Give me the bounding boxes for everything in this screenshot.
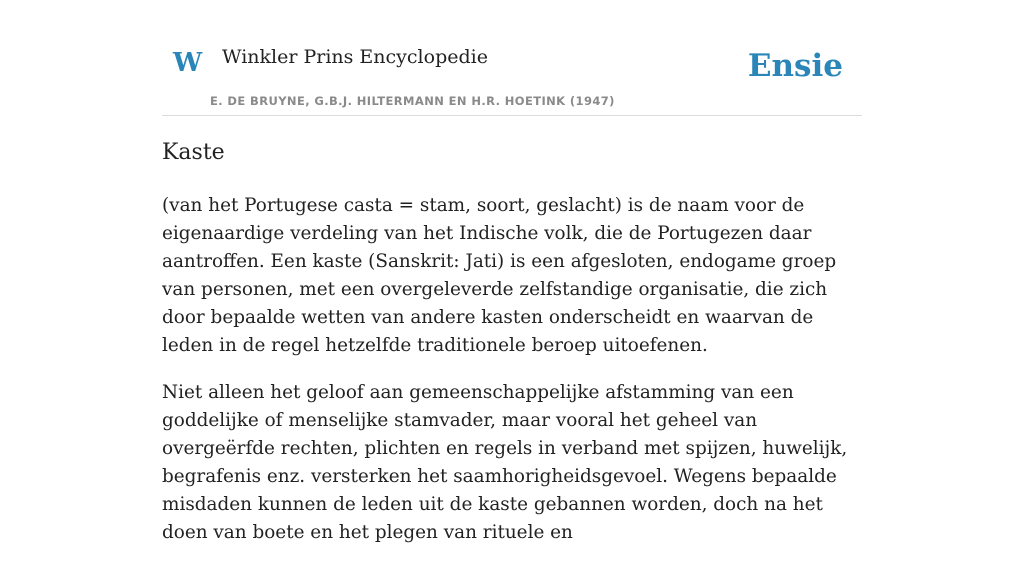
article-paragraph: Niet alleen het geloof aan gemeenschappelijke afstamming van een goddelijke of menselijke stamvader, maar vooral het geheel van overgeërfde rechten, plichten en regels in verband met spijzen, huwelijk, begrafenis enz. versterken het saamhorigheidsgevoel. Wegens bepaalde misdaden kunnen de leden uit de kaste gebannen worden, doch na het doen van boete en het plegen van rituele en (162, 382, 848, 543)
winkler-prins-logo[interactable]: W (173, 48, 203, 78)
article-paragraph: (van het Portugese casta = stam, soort, geslacht) is de naam voor de eigenaardige verdeling van het Indische volk, die de Portugezen daar aantroffen. Een kaste (Sanskrit: Jati) is een afgesloten, endogame groep van personen, met een overgeleverde zelfstandige organisatie, die zich door bepaalde wetten van andere kasten onderscheidt en waarvan de leden in de regel hetzelfde traditionele beroep uitoefenen. (162, 195, 837, 356)
book-title[interactable]: Winkler Prins Encyclopedie (222, 46, 488, 68)
page-container (162, 0, 862, 543)
header (162, 0, 862, 116)
article-title: Kaste (162, 140, 225, 165)
authors-line: E. DE BRUYNE, G.B.J. HILTERMANN EN H.R. HOETINK (1947) (210, 94, 615, 108)
ensie-brand-logo[interactable]: Ensie (747, 48, 843, 84)
article-body (162, 192, 862, 566)
